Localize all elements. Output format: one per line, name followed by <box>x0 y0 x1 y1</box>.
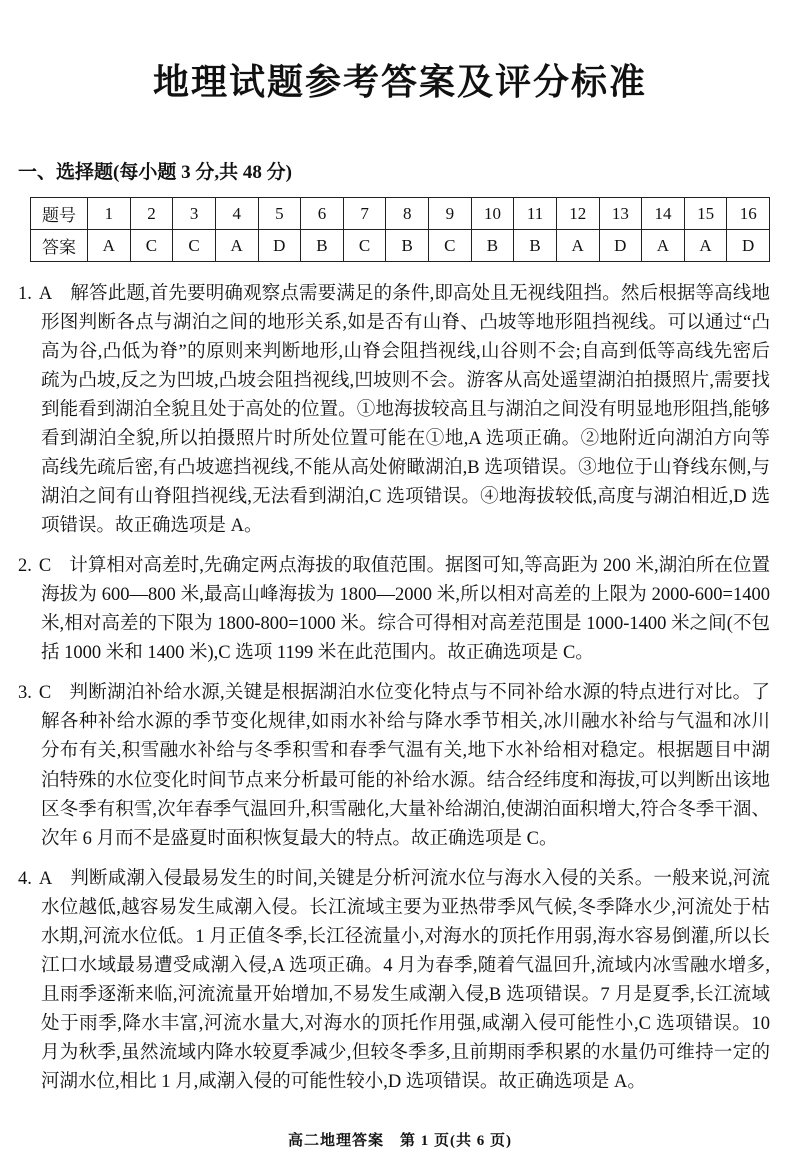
explanation-text: 判断湖泊补给水源,关键是根据湖泊水位变化特点与不同补给水源的特点进行对比。了解各种补给水源的季节变化规律,如雨水补给与降水季节相关,冰川融水补给与气温和冰川分布有关,积雪融水补给与冬季积雪和春季气温有关,地下水补给相对稳定。根据题目中湖泊特殊的水位变化时间节点来分析最可能的补给水源。结合经纬度和海拔,可以判断出该地区冬季有积雪,次年春季气温回升,积雪融化,大量补给湖泊,使湖泊面积增大,符合冬季干涸、次年 6 月而不是盛夏时面积恢复最大的特点。故正确选项是 C。 <box>41 683 770 849</box>
answer-cell: B <box>471 230 514 262</box>
question-number-cell: 2 <box>130 198 173 230</box>
answer-cell: D <box>258 230 301 262</box>
answer-cell: B <box>386 230 429 262</box>
question-number-cell: 16 <box>727 198 770 230</box>
answer-cell: C <box>343 230 386 262</box>
question-number-cell: 10 <box>471 198 514 230</box>
answer-cell: C <box>429 230 472 262</box>
explanation-text: 解答此题,首先要明确观察点需要满足的条件,即高处且无视线阻挡。然后根据等高线地形图判断各点与湖泊之间的地形关系,如是否有山脊、凸坡等地形阻挡视线。可以通过“凸高为谷,凸低为脊”的原则来判断地形,山脊会阻挡视线,山谷则不会;自高到低等高线先密后疏为凸坡,反之为凹坡,凸坡会阻挡视线,凹坡则不会。游客从高处遥望湖泊拍摄照片,需要找到能看到湖泊全貌且处于高处的位置。①地海拔较高且与湖泊之间没有明显地形阻挡,能够看到湖泊全貌,所以拍摄照片时所处位置可能在①地,A 选项正确。②地附近向湖泊方向等高线先疏后密,有凸坡遮挡视线,不能从高处俯瞰湖泊,B 选项错误。③地位于山脊线东侧,与湖泊之间有山脊阻挡视线,无法看到湖泊,C 选项错误。④地海拔较低,高度与湖泊相近,D 选项错误。故正确选项是 A。 <box>41 284 770 537</box>
explanation-text: 判断咸潮入侵最易发生的时间,关键是分析河流水位与海水入侵的关系。一般来说,河流水位越低,越容易发生咸潮入侵。长江流域主要为亚热带季风气候,冬季降水少,河流处于枯水期,河流水位低。1 月正值冬季,长江径流量小,对海水的顶托作用弱,海水容易倒灌,所以长江口水域最易遭受咸潮入侵,A 选项正确。4 月为春季,随着气温回升,流域内冰雪融水增多,且雨季逐渐来临,河流流量开始增加,不易发生咸潮入侵,B 选项错误。7 月是夏季,长江流域处于雨季,降水丰富,河流水量大,对海水的顶托作用强,咸潮入侵可能性小,C 选项错误。10 月为秋季,虽然流域内降水较夏季减少,但较冬季多,且前期雨季积累的水量仍可维持一定的河湖水位,相比 1 月,咸潮入侵的可能性较小,D 选项错误。故正确选项是 A。 <box>41 868 770 1092</box>
question-number-cell: 3 <box>173 198 216 230</box>
question-number-cell: 12 <box>556 198 599 230</box>
explanation-item-4 <box>18 865 770 1097</box>
question-number-cell: 14 <box>642 198 685 230</box>
row-label-question-number: 题号 <box>31 198 88 230</box>
answer-cell: D <box>599 230 642 262</box>
answer-cell: A <box>215 230 258 262</box>
question-number-cell: 13 <box>599 198 642 230</box>
question-number-cell: 1 <box>88 198 131 230</box>
question-number-cell: 4 <box>215 198 258 230</box>
answer-table <box>30 197 770 262</box>
answer-cell: C <box>173 230 216 262</box>
explanation-item-3 <box>18 679 770 853</box>
answer-cell: A <box>88 230 131 262</box>
explanation-text: 计算相对高差时,先确定两点海拔的取值范围。据图可知,等高距为 200 米,湖泊所在位置海拔为 600—800 米,最高山峰海拔为 1800—2000 米,所以相对高差的上限为 2000-600=1400 米,相对高差的下限为 1800-800=1000 米。综合可得相对高差范围是 1000-1400 米之间(不包括 1000 米和 1400 米),C 选项 1199 米在此范围内。故正确选项是 C。 <box>41 556 770 664</box>
explanation-answer-letter: C <box>38 683 52 704</box>
answer-cell: B <box>301 230 344 262</box>
explanation-answer-letter: A <box>38 868 53 889</box>
page-footer: 高二地理答案 第 1 页(共 6 页) <box>288 1133 512 1149</box>
question-number-row <box>31 198 770 230</box>
question-number-cell: 15 <box>684 198 727 230</box>
explanation-number: 3. <box>18 683 32 704</box>
explanation-answer-letter: C <box>38 556 52 577</box>
question-number-cell: 6 <box>301 198 344 230</box>
explanation-number: 2. <box>18 556 32 577</box>
question-number-cell: 5 <box>258 198 301 230</box>
question-number-cell: 9 <box>429 198 472 230</box>
question-number-cell: 11 <box>514 198 557 230</box>
answer-cell: A <box>556 230 599 262</box>
answer-cell: A <box>642 230 685 262</box>
answer-cell: B <box>514 230 557 262</box>
page-title: 地理试题参考答案及评分标准 <box>152 61 647 102</box>
row-label-answer: 答案 <box>31 230 88 262</box>
section-heading: 一、选择题(每小题 3 分,共 48 分) <box>18 162 292 183</box>
explanation-answer-letter: A <box>38 284 53 304</box>
explanation-number: 1. <box>18 284 32 304</box>
answer-cell: A <box>684 230 727 262</box>
explanation-item-1 <box>18 280 770 541</box>
answer-row <box>31 230 770 262</box>
explanations-list <box>18 280 770 1097</box>
question-number-cell: 7 <box>343 198 386 230</box>
answer-cell: D <box>727 230 770 262</box>
explanation-item-2 <box>18 552 770 668</box>
explanation-number: 4. <box>18 868 32 889</box>
answer-cell: C <box>130 230 173 262</box>
question-number-cell: 8 <box>386 198 429 230</box>
